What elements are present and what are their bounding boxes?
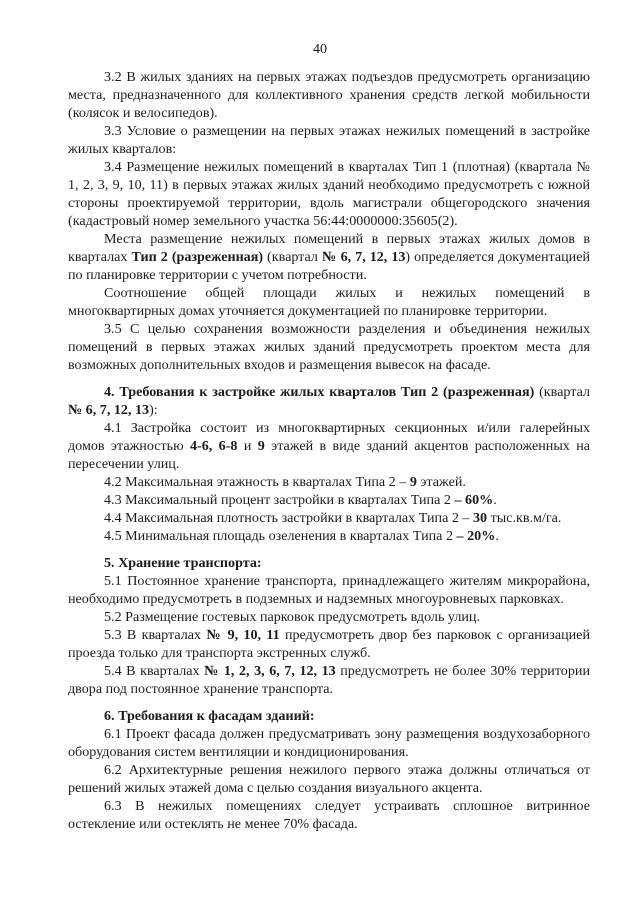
paragraph-3-4: 3.4 Размещение нежилых помещений в кварталах Тип 1 (плотная) (квартала № 1, 2, 3, 9, 10, 11) в первых этажах жилых зданий необходимо предусмотреть с южной стороны проектируемой территории, вдоль магистрали общегородского значения (кадастровый номер земельного участка 56:44:0000000:35605(2). [68, 159, 590, 229]
paragraph-4-3 [68, 491, 590, 509]
text-run: этажей. [416, 474, 466, 490]
text-run: и [237, 438, 258, 454]
paragraph-6-3: 6.3 В нежилых помещениях следует устраивать сплошное витринное остекление или остеклять не менее 70% фасада. [68, 798, 590, 832]
section-6-heading: 6. Требования к фасадам зданий: [104, 708, 315, 724]
bold-run: № 1, 2, 3, 6, 7, 12, 13 [204, 663, 336, 679]
text-run: ): [149, 402, 158, 418]
paragraph-4-1 [68, 419, 590, 473]
bold-run: № 9, 10, 11 [206, 627, 280, 643]
paragraph-sootnoshenie: Соотношение общей площади жилых и нежилых помещений в многоквартирных домах уточняется документацией по планировке территории. [68, 285, 590, 319]
text-run: 4.2 Максимальная этажность в кварталах Типа 2 – [104, 474, 410, 490]
text-run: (квартал [534, 384, 590, 400]
paragraph-5-1: 5.1 Постоянное хранение транспорта, принадлежащего жителям микрорайона, необходимо предусмотреть в подземных и надземных многоуровневых парковках. [68, 573, 590, 607]
text-run: (квартал [263, 249, 322, 265]
text-run: предусмотреть не более 30% территории двора под постоянное хранение транспорта. [68, 663, 590, 697]
text-run: 4.3 Максимальный процент застройки в кварталах Типа 2 [104, 492, 455, 508]
bold-run: № 6, 7, 12, 13 [68, 402, 150, 418]
spacer [68, 698, 590, 707]
paragraph-4-5 [68, 527, 590, 545]
paragraph-3-5: 3.5 С целью сохранения возможности разделения и объединения нежилых помещений в первых этажах жилых зданий предусмотреть проектом места для возможных дополнительных входов и размещения вывесок на фасаде. [68, 321, 590, 373]
text-run: Места размещение нежилых помещений в первых этажах жилых домов в кварталах [68, 231, 590, 265]
document-body [68, 68, 590, 833]
text-run: . [493, 492, 497, 508]
paragraph-4-4 [68, 509, 590, 527]
spacer [68, 545, 590, 554]
heading-text: 4. Требования к застройке жилых кварталов Тип 2 (разреженная) [104, 384, 535, 400]
section-5-heading: 5. Хранение транспорта: [104, 555, 262, 571]
text-run: тыс.кв.м/га. [487, 510, 562, 526]
text-run: . [495, 528, 499, 544]
text-run: этажей в виде зданий акцентов расположенных на пересечении улиц. [68, 438, 591, 472]
bold-run: 9 [257, 438, 265, 454]
spacer [68, 374, 590, 383]
text-run: 4.1 Застройка состоит из многоквартирных секционных и/или галерейных домов этажностью [68, 420, 590, 454]
text-run: ) определяется документацией по планировке территории с учетом потребности. [68, 249, 590, 283]
bold-run: 4-6, 6-8 [190, 438, 238, 454]
paragraph-4-2 [68, 473, 590, 491]
paragraph-5-4 [68, 662, 590, 698]
text-run: предусмотреть двор без парковок с организацией проезда только для транспорта экстренных служб. [68, 627, 590, 661]
paragraph-5-3 [68, 626, 590, 662]
page-number: 40 [312, 41, 328, 57]
text-run: 4.5 Минимальная площадь озеленения в кварталах Типа 2 [104, 528, 457, 544]
bold-run: 30 [473, 510, 488, 526]
paragraph-6-2: 6.2 Архитектурные решения нежилого первого этажа должны отличаться от решений жилых этажей дома с целью создания визуального акцента. [68, 762, 590, 796]
text-run: 5.4 В кварталах [104, 663, 205, 679]
paragraph-mesta [68, 230, 590, 284]
text-run: 4.4 Максимальная плотность застройки в кварталах Типа 2 – [104, 510, 473, 526]
paragraph-3-3: 3.3 Условие о размещении на первых этажах нежилых помещений в застройке жилых кварталов: [68, 123, 590, 157]
bold-run: 9 [409, 474, 417, 490]
bold-run: № 6, 7, 12, 13 [321, 249, 406, 265]
bold-run: – 20% [456, 528, 496, 544]
bold-run: Тип 2 (разреженная) [131, 249, 264, 265]
text-run: 5.3 В кварталах [104, 627, 207, 643]
paragraph-5-2: 5.2 Размещение гостевых парковок предусмотреть вдоль улиц. [104, 609, 480, 625]
bold-run: – 60% [454, 492, 494, 508]
paragraph-3-2: 3.2 В жилых зданиях на первых этажах подъездов предусмотреть организацию места, предназначенного для коллективного хранения средств легкой мобильности (колясок и велосипедов). [68, 69, 590, 121]
paragraph-6-1: 6.1 Проект фасада должен предусматривать зону размещения воздухозаборного оборудования систем вентиляции и кондиционирования. [68, 726, 590, 760]
section-4-heading [68, 383, 590, 419]
